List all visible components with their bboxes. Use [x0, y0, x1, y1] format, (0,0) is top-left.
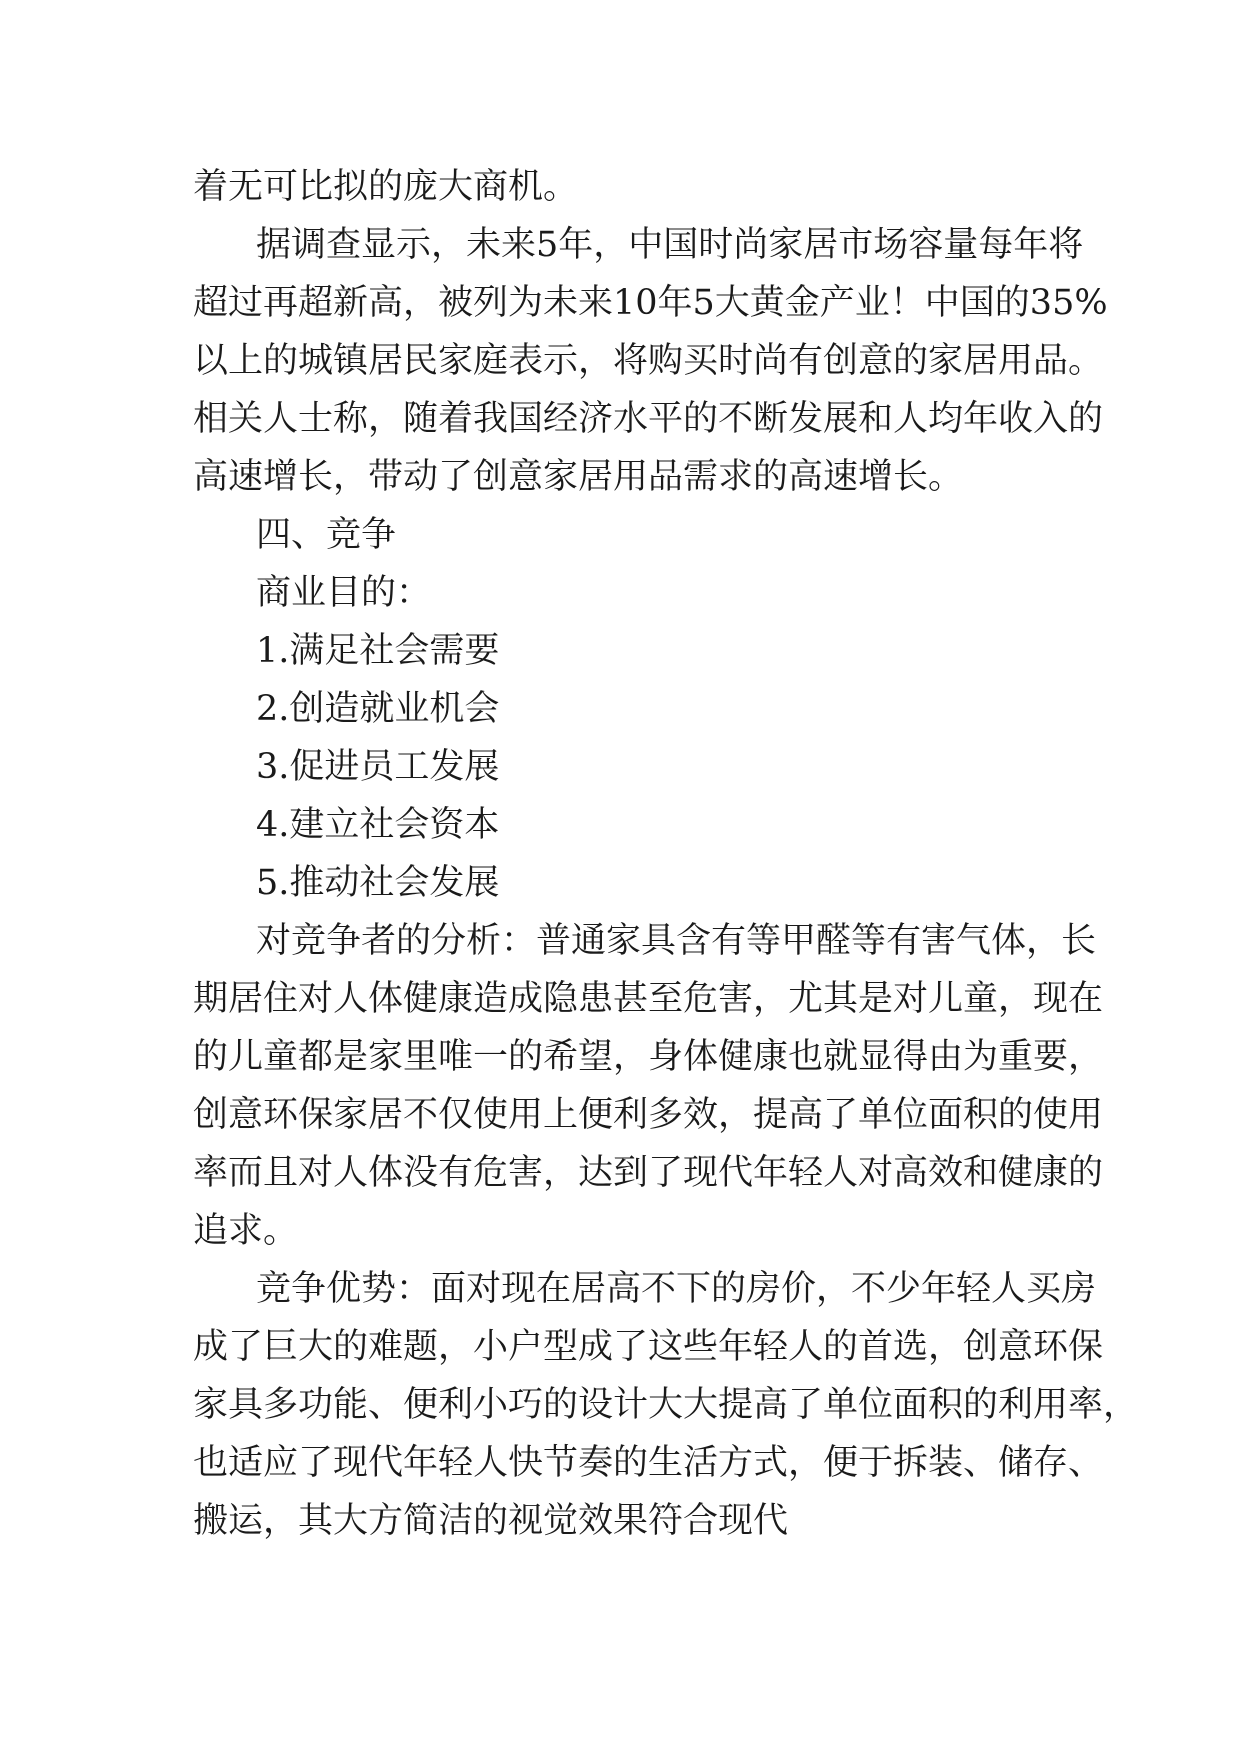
paragraph-line: 搬运，其大方简洁的视觉效果符合现代	[193, 1501, 789, 1541]
text-line: 着无可比拟的庞大商机。	[193, 167, 579, 207]
paragraph-line: 竞争优势：面对现在居高不下的房价，不少年轻人买房	[256, 1269, 1097, 1309]
paragraph-line: 期居住对人体健康造成隐患甚至危害，尤其是对儿童，现在	[193, 979, 1104, 1019]
paragraph-line: 对竞争者的分析：普通家具含有等甲醛等有害气体，长	[256, 921, 1097, 961]
paragraph-line: 追求。	[193, 1211, 299, 1251]
subheading: 商业目的：	[256, 573, 432, 613]
paragraph-line: 的儿童都是家里唯一的希望，身体健康也就显得由为重要，	[193, 1037, 1104, 1077]
section-heading: 四、竞争	[256, 515, 397, 555]
list-item: 1.满足社会需要	[256, 631, 500, 671]
paragraph-line: 家具多功能、便利小巧的设计大大提高了单位面积的利用率，	[193, 1385, 1139, 1425]
list-item: 2.创造就业机会	[256, 689, 500, 729]
paragraph-line: 成了巨大的难题，小户型成了这些年轻人的首选，创意环保	[193, 1327, 1104, 1367]
paragraph-line: 率而且对人体没有危害，达到了现代年轻人对高效和健康的	[193, 1153, 1104, 1193]
paragraph-line: 相关人士称，随着我国经济水平的不断发展和人均年收入的	[193, 399, 1104, 439]
list-item: 5.推动社会发展	[256, 863, 500, 903]
list-item: 4.建立社会资本	[256, 805, 500, 845]
list-item: 3.促进员工发展	[256, 747, 500, 787]
paragraph-line: 创意环保家居不仅使用上便利多效，提高了单位面积的使用	[193, 1095, 1104, 1135]
paragraph-line: 超过再超新高，被列为未来10年5大黄金产业！中国的35%	[193, 283, 1108, 323]
paragraph-line: 也适应了现代年轻人快节奏的生活方式，便于拆装、储存、	[193, 1443, 1104, 1483]
paragraph-line: 以上的城镇居民家庭表示，将购买时尚有创意的家居用品。	[193, 341, 1104, 381]
paragraph-line: 高速增长，带动了创意家居用品需求的高速增长。	[193, 457, 964, 497]
paragraph-line: 据调查显示，未来5年，中国时尚家居市场容量每年将	[256, 225, 1084, 265]
